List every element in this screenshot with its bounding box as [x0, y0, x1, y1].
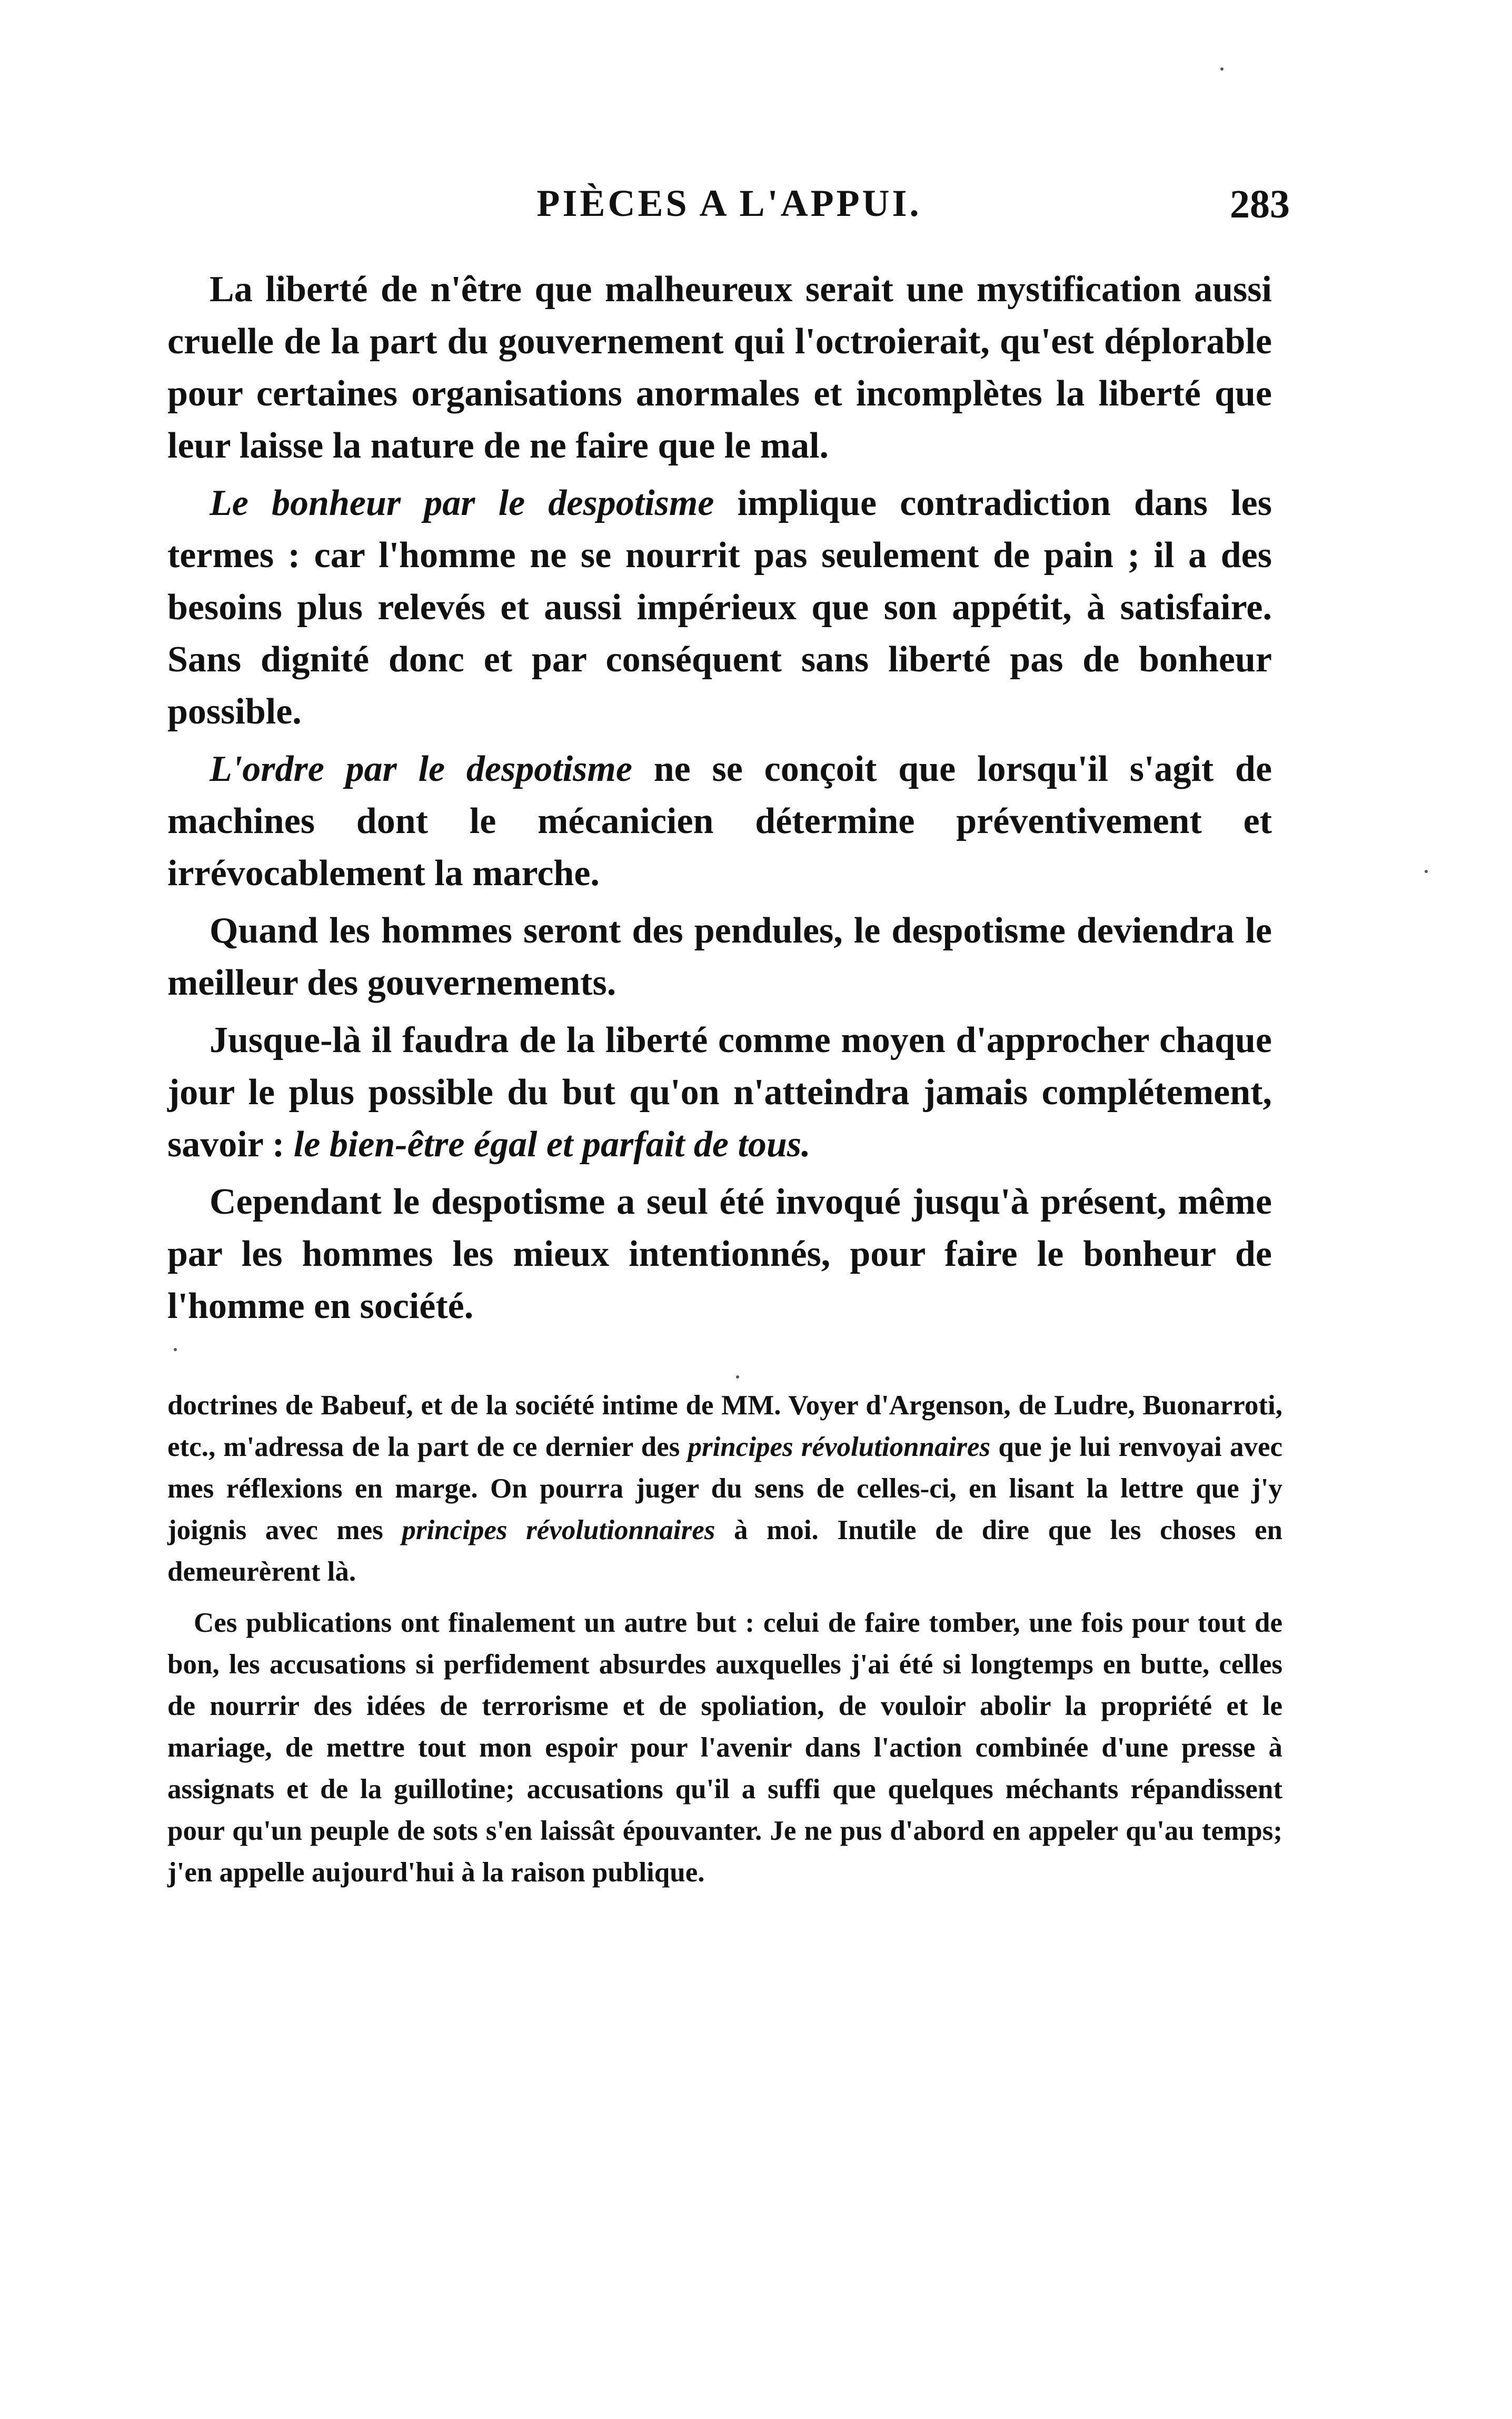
paragraph-2-italic: Le bonheur par le despotisme	[210, 483, 714, 523]
footnote-continuation	[167, 1385, 1282, 1593]
paragraph-3-text: ne se conçoit que lorsqu'il s'agit de machines dont le mécanicien détermine préventivement et irrévocablement la marche.	[167, 749, 1272, 894]
footnote-1-text-a: doctrines de Babeuf, et de la société intime de MM. Voyer d'Argenson, de Ludre, Buonarroti, etc., m'adressa de la part de ce dernier des	[167, 1390, 1282, 1462]
print-speck	[736, 1375, 739, 1379]
main-text	[167, 263, 1272, 1332]
footnote-1-italic-a: principes révolutionnaires	[688, 1432, 991, 1462]
footnote-1-text-b: que je lui renvoyai avec mes réflexions en marge. On pourra juger du sens de celles-ci, en lisant la lettre que j'y joignis avec mes	[167, 1432, 1282, 1545]
running-head	[168, 182, 1290, 234]
footnotes	[167, 1385, 1282, 1903]
page-number: 283	[1230, 182, 1290, 226]
footnote-paragraph-2: Ces publications ont finalement un autre but : celui de faire tomber, une fois pour tout de bon, les accusations si perfidement absurdes auxquelles j'ai été si longtemps en butte, celles de nourrir des idées de terrorisme et de spoliation, de vouloir abolir la propriété et le mariage, de mettre tout mon espoir pour l'avenir dans l'action combinée d'une presse à assignats et de la guillotine; accusations qu'il a suffi que quelques méchants répandissent pour qu'un peuple de sots s'en laissât épouvanter. Je ne pus d'abord en appeler qu'au temps; j'en appelle aujourd'hui à la raison publique.	[167, 1608, 1282, 1888]
paragraph-5	[167, 1014, 1272, 1171]
paragraph-5-text: Jusque-là il faudra de la liberté comme moyen d'approcher chaque jour le plus possible du but qu'on n'atteindra jamais complétement, savoir :	[167, 1020, 1272, 1165]
paragraph-1: La liberté de n'être que malheureux serait une mystification aussi cruelle de la part du gouvernement qui l'octroierait, qu'est déplorable pour certaines organisations anormales et incomplètes la liberté que leur laisse la nature de ne faire que le mal.	[167, 269, 1272, 466]
paragraph-3-italic: L'ordre par le despotisme	[210, 749, 632, 789]
paragraph-3	[167, 743, 1272, 899]
print-speck	[1220, 67, 1223, 71]
footnote-1-text-c: à moi. Inutile de dire que les choses en demeurèrent là.	[167, 1515, 1282, 1587]
running-title: PIÈCES A L'APPUI.	[536, 182, 922, 224]
paragraph-6: Cependant le despotisme a seul été invoqué jusqu'à présent, même par les hommes les mieux intentionnés, pour faire le bonheur de l'homme en société.	[167, 1182, 1272, 1326]
paragraph-2	[167, 477, 1272, 738]
print-speck	[1425, 870, 1428, 873]
paragraph-4: Quand les hommes seront des pendules, le despotisme deviendra le meilleur des gouvernements.	[167, 910, 1272, 1003]
footnote-1-italic-b: principes révolutionnaires	[402, 1515, 715, 1545]
print-speck	[174, 1348, 177, 1351]
paragraph-2-text: implique contradiction dans les termes : car l'homme ne se nourrit pas seulement de pain ; il a des besoins plus relevés et aussi impérieux que son appétit, à satisfaire. Sans dignité donc et par conséquent sans liberté pas de bonheur possible.	[167, 483, 1272, 732]
paragraph-5-italic: le bien-être égal et parfait de tous.	[293, 1124, 811, 1165]
